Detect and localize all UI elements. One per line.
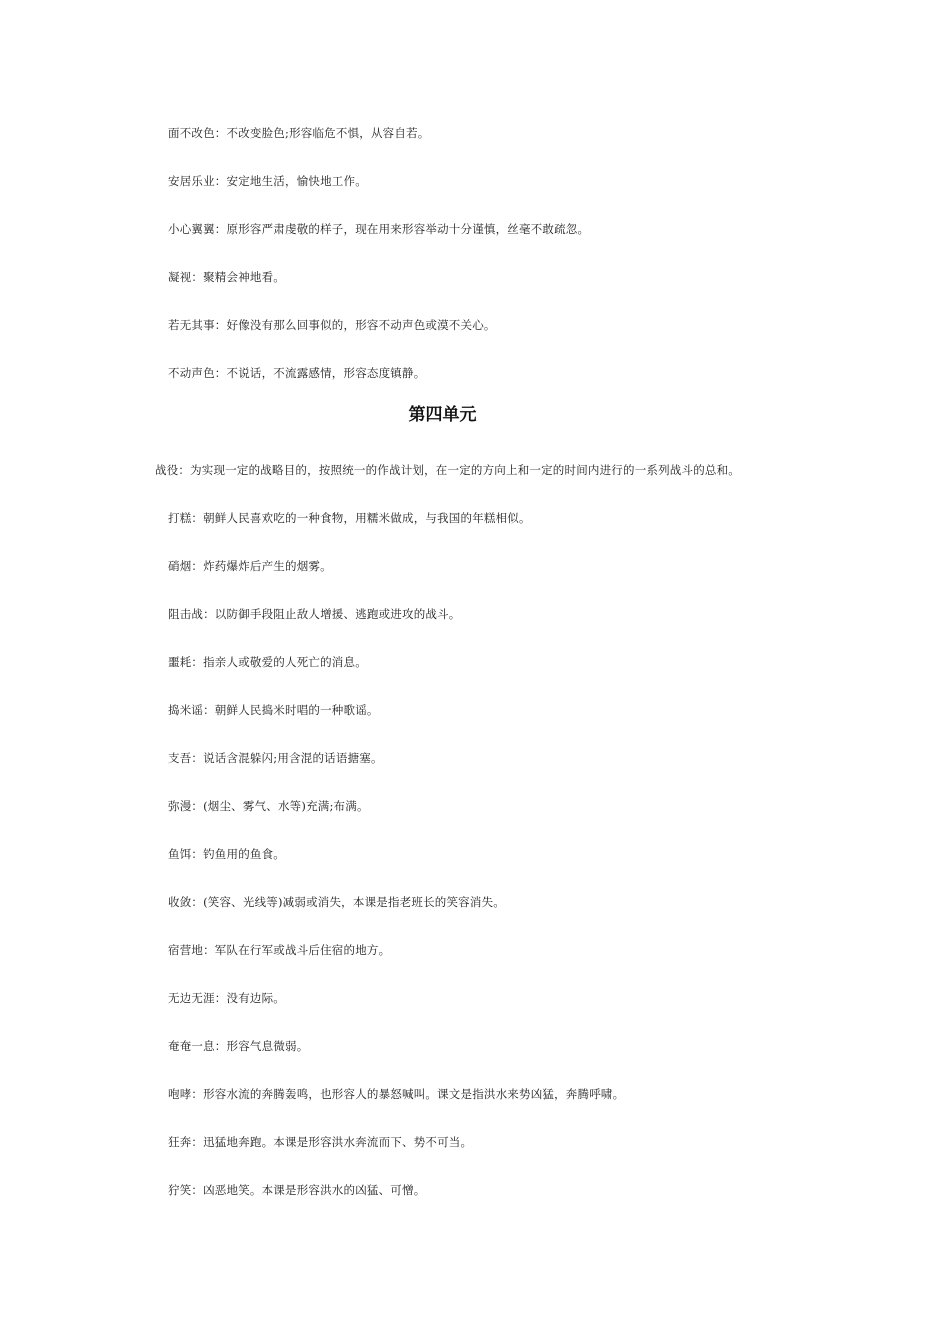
- definition-line: 支吾：说话含混躲闪;用含混的话语搪塞。: [168, 751, 383, 765]
- definition-line: 捣米谣：朝鲜人民捣米时唱的一种歌谣。: [168, 703, 379, 717]
- definition-line: 噩耗：指亲人或敬爱的人死亡的消息。: [168, 655, 367, 669]
- definition-line: 奄奄一息：形容气息微弱。: [168, 1039, 309, 1053]
- definition-line: 若无其事：好像没有那么回事似的，形容不动声色或漠不关心。: [168, 318, 496, 332]
- definition-line: 打糕：朝鲜人民喜欢吃的一种食物，用糯米做成，与我国的年糕相似。: [168, 511, 531, 525]
- definition-line: 小心翼翼：原形容严肃虔敬的样子，现在用来形容举动十分谨慎，丝毫不敢疏忽。: [168, 222, 590, 236]
- definition-line: 宿营地：军队在行军或战斗后住宿的地方。: [168, 943, 391, 957]
- definition-line: 收敛：(笑容、光线等)减弱或消失，本课是指老班长的笑容消失。: [168, 895, 505, 909]
- definition-line: 阻击战：以防御手段阻止敌人增援、逃跑或进攻的战斗。: [168, 607, 461, 621]
- definition-line: 战役：为实现一定的战略目的，按照统一的作战计划，在一定的方向上和一定的时间内进行的一系列战斗的总和。: [155, 463, 740, 477]
- definition-line: 安居乐业：安定地生活，愉快地工作。: [168, 174, 367, 188]
- definition-line: 不动声色：不说话，不流露感情，形容态度镇静。: [168, 366, 426, 380]
- definition-line: 咆哮：形容水流的奔腾轰鸣，也形容人的暴怒喊叫。课文是指洪水来势凶猛，奔腾呼啸。: [168, 1087, 625, 1101]
- definition-line: 硝烟：炸药爆炸后产生的烟雾。: [168, 559, 332, 573]
- unit-heading: 第四单元: [408, 405, 477, 425]
- definition-line: 狂奔：迅猛地奔跑。本课是形容洪水奔流而下、势不可当。: [168, 1135, 473, 1149]
- definition-line: 面不改色：不改变脸色;形容临危不惧，从容自若。: [168, 126, 430, 140]
- definition-line: 无边无涯：没有边际。: [168, 991, 285, 1005]
- definition-line: 鱼饵：钓鱼用的鱼食。: [168, 847, 285, 861]
- definition-line: 凝视：聚精会神地看。: [168, 270, 285, 284]
- definition-line: 狞笑：凶恶地笑。本课是形容洪水的凶猛、可憎。: [168, 1183, 426, 1197]
- definition-line: 弥漫：(烟尘、雾气、水等)充满;布满。: [168, 799, 369, 813]
